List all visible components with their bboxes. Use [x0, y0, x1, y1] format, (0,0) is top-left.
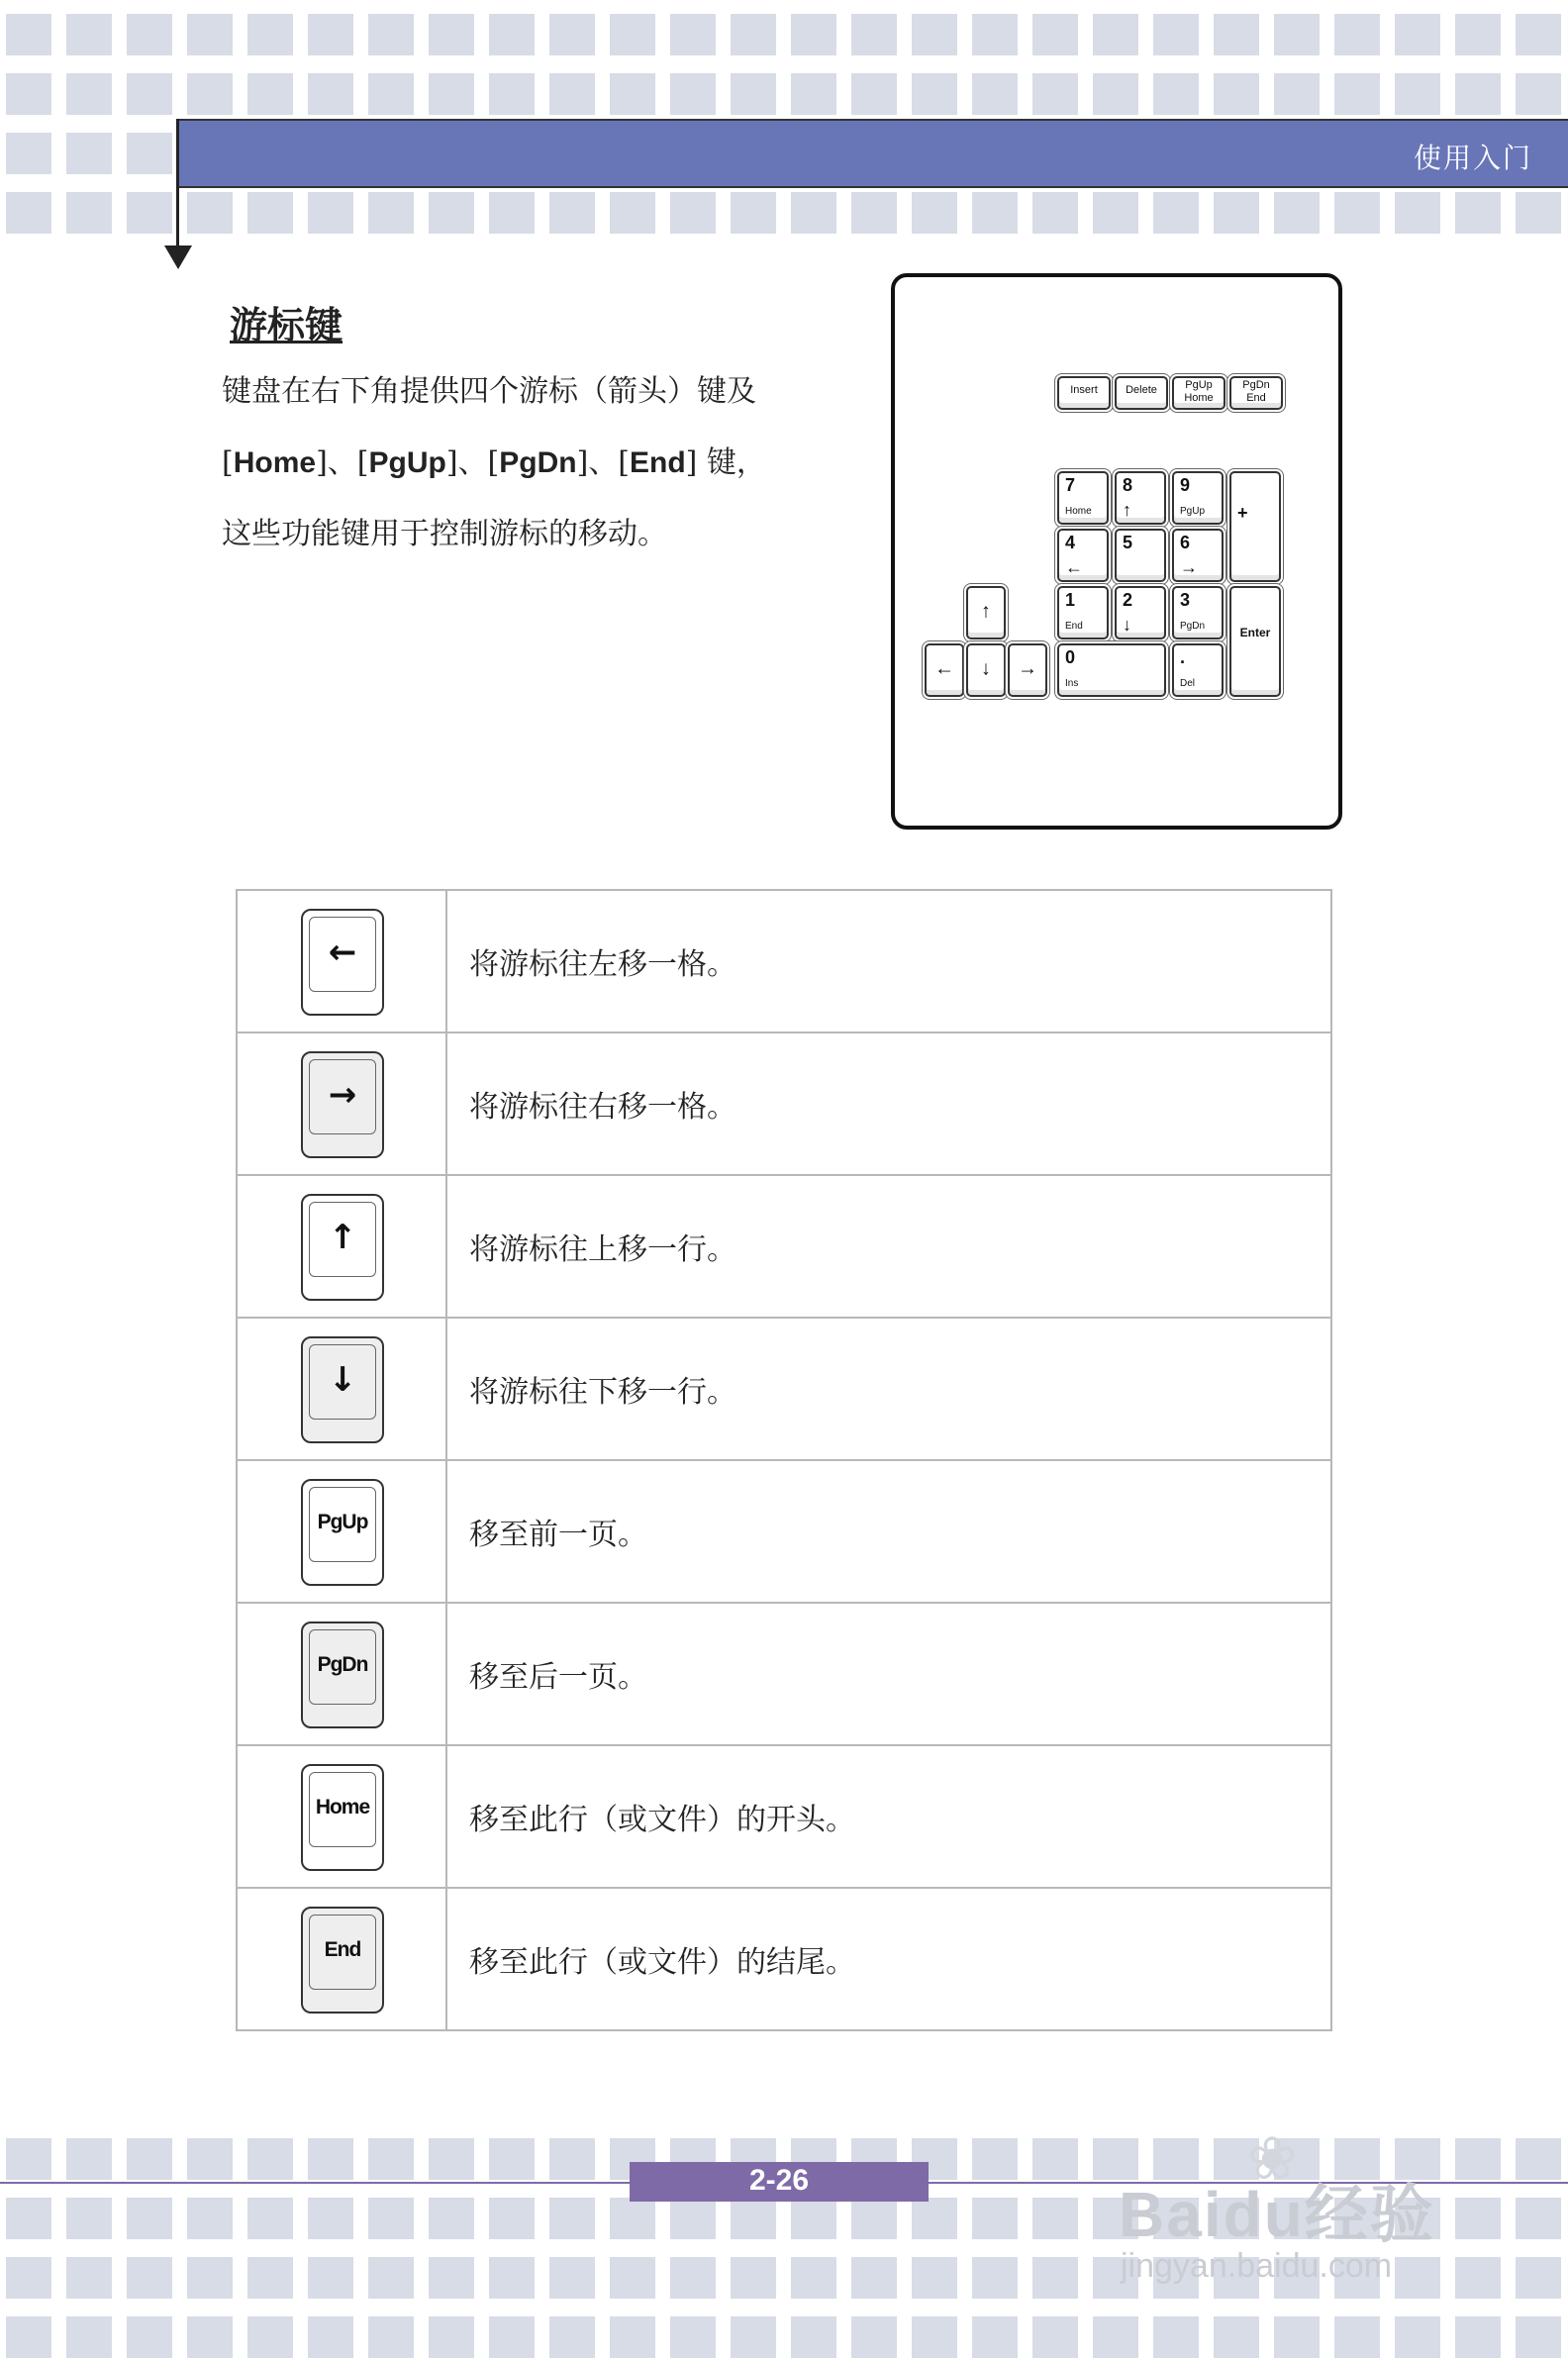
decor-tile: [6, 192, 51, 234]
table-row: [237, 1888, 1331, 2030]
decor-tile: [1516, 2138, 1561, 2180]
numpad-8-up: 8 ↑: [1115, 471, 1166, 525]
numpad-5: 5: [1115, 529, 1166, 582]
decor-tile: [127, 2198, 172, 2239]
key-label: →: [328, 1075, 357, 1115]
decor-tile: [489, 73, 535, 115]
diagram-arrow-left: ←: [925, 643, 964, 697]
decor-tile: [308, 2198, 353, 2239]
decor-tile: [1093, 73, 1138, 115]
key-icon: [301, 1621, 384, 1728]
decor-tile: [66, 192, 112, 234]
decor-tile: [1153, 73, 1199, 115]
decor-tile: [791, 73, 836, 115]
key-cell: [237, 1745, 446, 1888]
decor-tile: [1274, 14, 1320, 55]
decor-tile: [308, 192, 353, 234]
decor-tile: [1334, 73, 1380, 115]
numpad-0-ins: 0 Ins: [1057, 643, 1166, 697]
decor-tile: [66, 2198, 112, 2239]
decor-tile: [187, 192, 233, 234]
decor-tile: [6, 73, 51, 115]
paragraph-line-1: 键盘在右下角提供四个游标（箭头）键及: [222, 374, 756, 409]
numpad-4-left: 4 ←: [1057, 529, 1109, 582]
decor-tile: [610, 2198, 655, 2239]
decor-tile: [791, 2257, 836, 2299]
decor-tile: [610, 192, 655, 234]
decor-tile: [549, 2257, 595, 2299]
page-number-bar: [630, 2162, 929, 2202]
decor-tile: [127, 192, 172, 234]
key-icon: [301, 1764, 384, 1871]
key-icon: [301, 909, 384, 1016]
decor-tile: [247, 2257, 293, 2299]
key-icon: [301, 1194, 384, 1301]
decor-tile: [731, 2316, 776, 2358]
table-row: [237, 1460, 1331, 1603]
key-label: ↑: [328, 1218, 357, 1257]
decor-tile: [731, 2257, 776, 2299]
key-label: PgUp: [317, 1511, 368, 1533]
decor-tile: [972, 2138, 1018, 2180]
key-description: 将游标往下移一行。: [446, 1318, 1331, 1460]
decor-tile: [791, 2198, 836, 2239]
decor-tile: [6, 2138, 51, 2180]
paw-logo-icon: ❀: [1247, 2125, 1298, 2192]
decor-tile: [1032, 2316, 1078, 2358]
decor-tile: [308, 2138, 353, 2180]
decor-tile: [670, 14, 716, 55]
decor-tile: [1214, 192, 1259, 234]
decor-tile: [972, 2316, 1018, 2358]
header-bar: [176, 119, 1568, 188]
decor-tile: [247, 2138, 293, 2180]
key-name-pgup: PgUp: [368, 446, 446, 479]
decor-tile: [429, 73, 474, 115]
decor-tile: [247, 2316, 293, 2358]
decor-tile: [368, 2316, 414, 2358]
decor-tile: [1455, 73, 1501, 115]
decor-tile: [549, 14, 595, 55]
decor-tile: [489, 2257, 535, 2299]
decor-tile: [1093, 192, 1138, 234]
key-description: 将游标往右移一格。: [446, 1032, 1331, 1175]
watermark-url: jingyan.baidu.com: [1121, 2247, 1393, 2285]
decor-tile: [972, 192, 1018, 234]
decor-tile: [549, 2198, 595, 2239]
decor-tile: [1516, 2316, 1561, 2358]
decor-tile: [1153, 14, 1199, 55]
decor-tile: [1334, 14, 1380, 55]
numpad-7-home: 7 Home: [1057, 471, 1109, 525]
key-icon: [301, 1336, 384, 1443]
decor-tile: [489, 2198, 535, 2239]
decor-tile: [489, 192, 535, 234]
decor-tile: [127, 2138, 172, 2180]
decor-tile: [1516, 2257, 1561, 2299]
header-title: 使用入门: [1413, 142, 1532, 174]
decor-tile: [1274, 2316, 1320, 2358]
decor-tile: [851, 2257, 897, 2299]
decor-tile: [368, 2138, 414, 2180]
decor-tile: [429, 14, 474, 55]
key-cell: [237, 1603, 446, 1745]
numpad-6-right: 6 →: [1172, 529, 1224, 582]
diagram-key-pgup-home: PgUp Home: [1172, 376, 1225, 410]
decor-tile: [127, 73, 172, 115]
decor-tile: [1516, 73, 1561, 115]
decor-tile: [1032, 73, 1078, 115]
decor-tile: [66, 14, 112, 55]
watermark-brand: Baidu经验: [1119, 2179, 1435, 2250]
decor-tile: [1032, 2138, 1078, 2180]
decor-tile: [1516, 14, 1561, 55]
diagram-key-delete: Delete: [1115, 376, 1168, 410]
decor-tile: [1032, 2257, 1078, 2299]
decor-tile: [549, 73, 595, 115]
key-description: 移至后一页。: [446, 1603, 1331, 1745]
decor-tile: [1032, 192, 1078, 234]
decor-tile: [1395, 73, 1440, 115]
key-description: 将游标往上移一行。: [446, 1175, 1331, 1318]
decor-tile: [489, 2138, 535, 2180]
decor-tile: [127, 2257, 172, 2299]
table-row: [237, 890, 1331, 1032]
decor-tile: [66, 133, 112, 174]
decor-tile: [187, 2316, 233, 2358]
table-row: [237, 1318, 1331, 1460]
decor-tile: [1274, 73, 1320, 115]
key-cell: [237, 1888, 446, 2030]
decor-tile: [429, 192, 474, 234]
decor-tile: [549, 2138, 595, 2180]
decor-tile: [429, 2198, 474, 2239]
header-tile-pattern: [0, 0, 1568, 228]
decor-tile: [187, 2257, 233, 2299]
key-cell: [237, 1175, 446, 1318]
decor-tile: [851, 2198, 897, 2239]
decor-tile: [791, 2316, 836, 2358]
decor-tile: [187, 2198, 233, 2239]
key-description: 移至此行（或文件）的结尾。: [446, 1888, 1331, 2030]
decor-tile: [549, 2316, 595, 2358]
decor-tile: [791, 14, 836, 55]
key-label: Home: [315, 1796, 370, 1818]
key-label: PgDn: [317, 1653, 368, 1676]
paragraph-line-3: 这些功能键用于控制游标的移动。: [222, 517, 667, 551]
decor-tile: [308, 2257, 353, 2299]
decor-tile: [1455, 2316, 1501, 2358]
key-label: ←: [328, 933, 357, 972]
decor-tile: [368, 14, 414, 55]
decor-tile: [247, 192, 293, 234]
decor-tile: [127, 2316, 172, 2358]
decor-tile: [1093, 14, 1138, 55]
diagram-key-insert: Insert: [1057, 376, 1111, 410]
decor-tile: [368, 73, 414, 115]
key-cell: [237, 890, 446, 1032]
key-name-pgdn: PgDn: [499, 446, 577, 479]
decor-tile: [731, 14, 776, 55]
decor-tile: [1032, 14, 1078, 55]
decor-tile: [972, 14, 1018, 55]
decor-tile: [1395, 192, 1440, 234]
decor-tile: [851, 192, 897, 234]
key-description: 移至前一页。: [446, 1460, 1331, 1603]
decor-tile: [247, 73, 293, 115]
decor-tile: [670, 2198, 716, 2239]
key-icon: [301, 1479, 384, 1586]
decor-tile: [912, 2198, 957, 2239]
decor-tile: [912, 73, 957, 115]
key-description: 移至此行（或文件）的开头。: [446, 1745, 1331, 1888]
decor-tile: [670, 2257, 716, 2299]
decor-tile: [670, 73, 716, 115]
decor-tile: [1153, 2316, 1199, 2358]
decor-tile: [1334, 2316, 1380, 2358]
decor-tile: [610, 2257, 655, 2299]
key-cell: [237, 1318, 446, 1460]
table-row: [237, 1175, 1331, 1318]
numpad-2-down: 2 ↓: [1115, 586, 1166, 639]
decor-tile: [1516, 2198, 1561, 2239]
decor-tile: [489, 14, 535, 55]
table-row: [237, 1032, 1331, 1175]
down-arrow-icon: [164, 246, 192, 269]
diagram-arrow-right: →: [1008, 643, 1047, 697]
decor-tile: [187, 14, 233, 55]
decor-tile: [851, 2316, 897, 2358]
numpad-plus: +: [1229, 471, 1281, 582]
decor-tile: [670, 2316, 716, 2358]
decor-tile: [731, 192, 776, 234]
keyboard-diagram: [891, 273, 1342, 830]
decor-tile: [610, 2316, 655, 2358]
decor-tile: [972, 2257, 1018, 2299]
numpad-3-pgdn: 3 PgDn: [1172, 586, 1224, 639]
decor-tile: [851, 14, 897, 55]
decor-tile: [912, 192, 957, 234]
decor-tile: [6, 2257, 51, 2299]
table-row: [237, 1745, 1331, 1888]
key-icon: [301, 1051, 384, 1158]
decor-tile: [6, 2316, 51, 2358]
decor-tile: [368, 2257, 414, 2299]
decor-tile: [610, 73, 655, 115]
decor-tile: [368, 192, 414, 234]
page-number: 2-26: [748, 2164, 810, 2197]
key-label: End: [324, 1938, 361, 1961]
watermark: [1109, 2124, 1505, 2312]
decor-tile: [429, 2316, 474, 2358]
key-icon: [301, 1907, 384, 2014]
decor-tile: [247, 14, 293, 55]
decor-tile: [187, 73, 233, 115]
key-cell: [237, 1460, 446, 1603]
decor-tile: [1093, 2316, 1138, 2358]
key-name-home: Home: [233, 446, 317, 479]
header-vertical-line: [176, 119, 179, 247]
decor-tile: [670, 192, 716, 234]
diagram-arrow-down: ↓: [966, 643, 1006, 697]
decor-tile: [1153, 192, 1199, 234]
numpad-1-end: 1 End: [1057, 586, 1109, 639]
decor-tile: [6, 2198, 51, 2239]
paragraph-line-2: [Home]、[PgUp]、[PgDn]、[End] 键，: [222, 445, 766, 480]
decor-tile: [972, 73, 1018, 115]
decor-tile: [247, 2198, 293, 2239]
decor-tile: [308, 73, 353, 115]
decor-tile: [1455, 14, 1501, 55]
decor-tile: [187, 2138, 233, 2180]
decor-tile: [66, 73, 112, 115]
key-function-table: [236, 889, 1332, 2031]
numpad-dot-del: . Del: [1172, 643, 1224, 697]
decor-tile: [6, 133, 51, 174]
decor-tile: [6, 14, 51, 55]
table-row: [237, 1603, 1331, 1745]
decor-tile: [610, 14, 655, 55]
decor-tile: [1214, 73, 1259, 115]
decor-tile: [1395, 2316, 1440, 2358]
decor-tile: [1455, 192, 1501, 234]
decor-tile: [731, 2198, 776, 2239]
decor-tile: [489, 2316, 535, 2358]
decor-tile: [308, 2316, 353, 2358]
decor-tile: [1274, 192, 1320, 234]
decor-tile: [791, 192, 836, 234]
decor-tile: [1516, 192, 1561, 234]
decor-tile: [731, 73, 776, 115]
decor-tile: [1032, 2198, 1078, 2239]
numpad-enter: Enter: [1229, 586, 1281, 697]
decor-tile: [1214, 2316, 1259, 2358]
diagram-key-pgdn-end: PgDn End: [1229, 376, 1283, 410]
decor-tile: [66, 2257, 112, 2299]
key-name-end: End: [630, 446, 686, 479]
decor-tile: [912, 14, 957, 55]
decor-tile: [429, 2138, 474, 2180]
decor-tile: [1395, 14, 1440, 55]
decor-tile: [912, 2316, 957, 2358]
decor-tile: [127, 14, 172, 55]
decor-tile: [972, 2198, 1018, 2239]
decor-tile: [1334, 192, 1380, 234]
section-title: 游标键: [230, 303, 343, 347]
key-label: ↓: [328, 1360, 357, 1400]
decor-tile: [127, 133, 172, 174]
decor-tile: [851, 73, 897, 115]
numpad-9-pgup: 9 PgUp: [1172, 471, 1224, 525]
diagram-arrow-up: ↑: [966, 586, 1006, 639]
key-description: 将游标往左移一格。: [446, 890, 1331, 1032]
decor-tile: [429, 2257, 474, 2299]
key-cell: [237, 1032, 446, 1175]
decor-tile: [368, 2198, 414, 2239]
decor-tile: [1214, 14, 1259, 55]
decor-tile: [912, 2257, 957, 2299]
decor-tile: [308, 14, 353, 55]
decor-tile: [549, 192, 595, 234]
decor-tile: [66, 2316, 112, 2358]
decor-tile: [66, 2138, 112, 2180]
